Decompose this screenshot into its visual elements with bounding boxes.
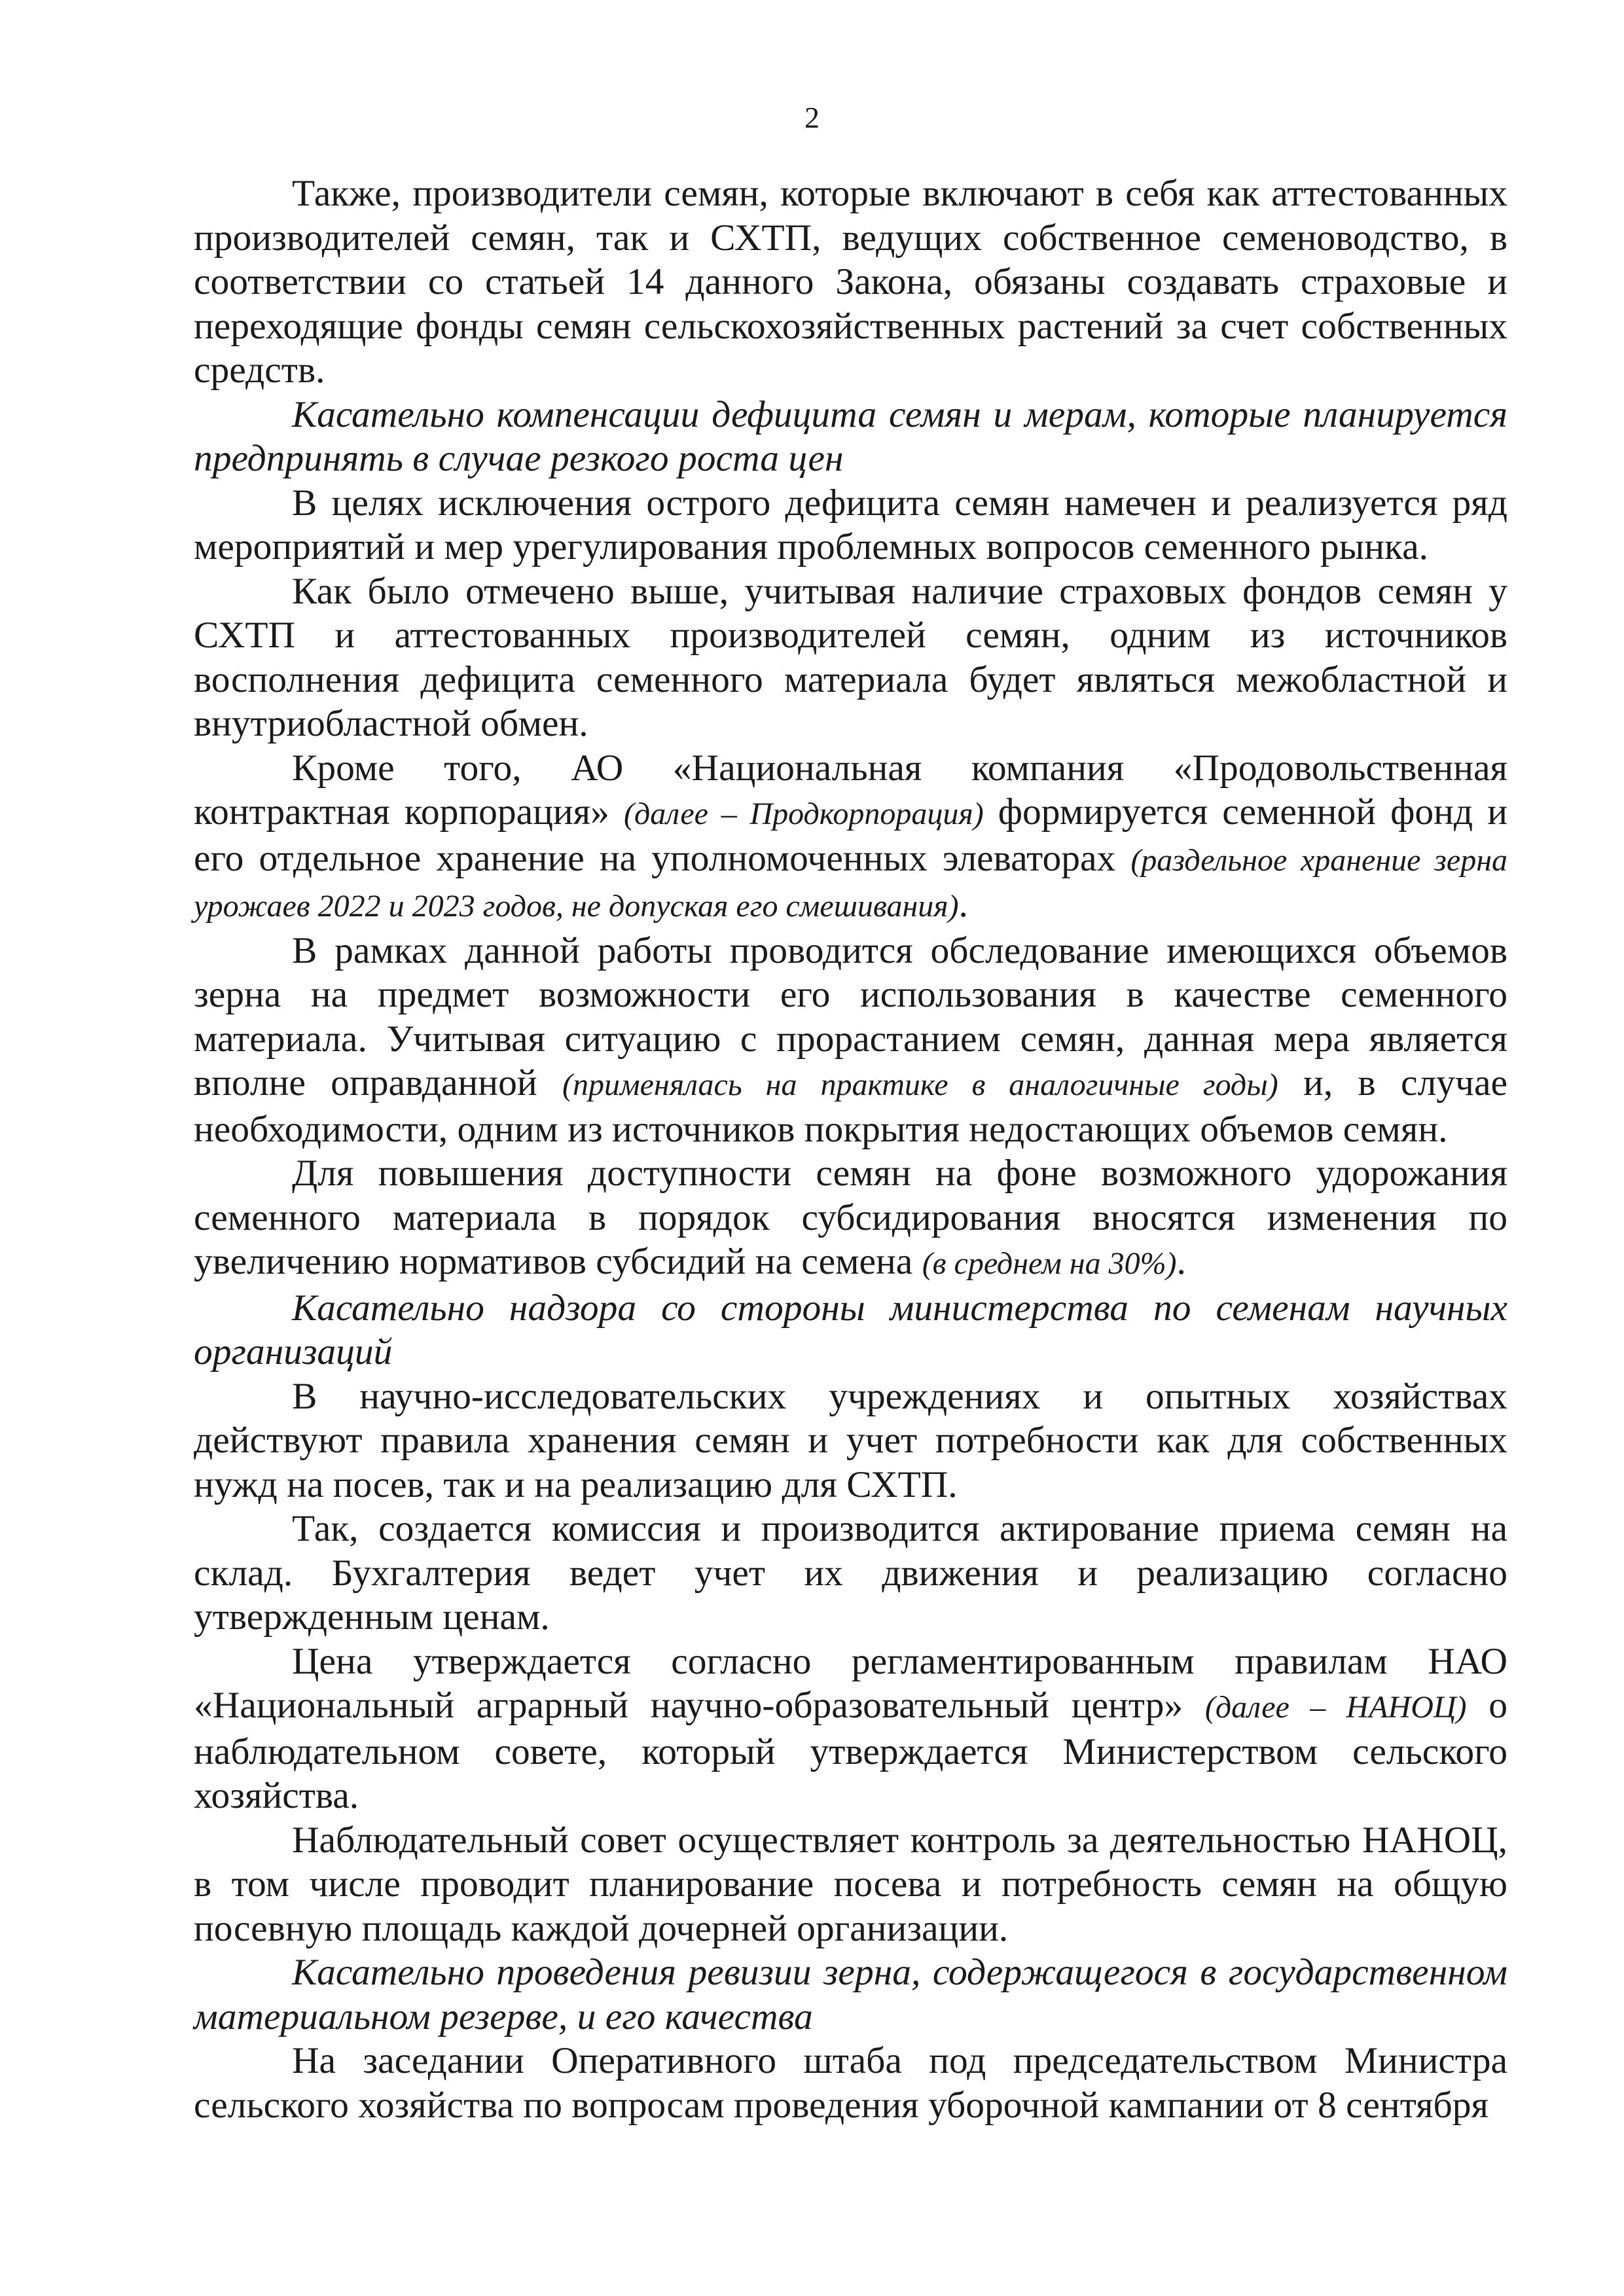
parenthetical-note: (далее – Продкорпорация) [623,797,984,831]
parenthetical-note: (в среднем на 30%) [922,1246,1177,1281]
text-segment: В рамках данной работы проводится обследование имеющихся объемов зерна на предмет возможности его использования в качестве семенного материала. Учитывая ситуацию с прорастанием семян, данная мера является вполне оправданной [194,929,1507,1103]
text-segment: формируется семенной фонд и его отдельное хранение на уполномоченных элеваторах [194,791,1508,879]
paragraph-prodcorporation [194,746,1507,929]
text-segment: . [958,884,968,925]
text-segment: и, в случае необходимости, одним из источников покрытия недостающих объемов семян. [194,1062,1507,1150]
text-segment: Для повышения доступности семян на фоне возможного удорожания семенного материала в порядок субсидирования вносятся изменения по увеличению нормативов субсидий на семена [194,1153,1507,1282]
paragraph-subsidies [194,1151,1507,1286]
section-heading-seed-deficit: Касательно компенсации дефицита семян и мерам, которые планируется предпринять в случае резкого роста цен [194,393,1507,479]
paragraph-grain-survey [194,929,1507,1152]
paragraph-commission: Так, создается комиссия и производится актирование приема семян на склад. Бухгалтерия ведет учет их движения и реализацию согласно утвержденным ценам. [194,1508,1507,1638]
parenthetical-note: (раздельное хранение зерна урожаев 2022 и 2023 годов, не допуская его смешивания) [194,842,1508,924]
page-number: 2 [804,101,820,134]
paragraph-deficit-measures: В целях исключения острого дефицита семян намечен и реализуется ряд мероприятий и мер урегулирования проблемных вопросов семенного рынка. [194,482,1507,567]
paragraph-operational-headquarters: На заседании Оперативного штаба под председательством Министра сельского хозяйства по вопросам проведения уборочной кампании от 8 сентября [194,2040,1507,2126]
section-heading-grain-audit: Касательно проведения ревизии зерна, содержащегося в государственном материальном резерве, и его качества [194,1952,1507,2037]
parenthetical-note: (применялась на практике в аналогичные годы) [562,1067,1278,1102]
paragraph-interregional-exchange: Как было отмечено выше, учитывая наличие страховых фондов семян у СХТП и аттестованных производителей семян, одним из источников восполнения дефицита семенного материала будет являться межобластной и внутриобластной обмен. [194,570,1507,744]
paragraph-supervisory-board: Наблюдательный совет осуществляет контроль за деятельностью НАНОЦ, в том числе проводит планирование посева и потребность семян на общую посевную площадь каждой дочерней организации. [194,1819,1507,1949]
paragraph-research-institutions: В научно-исследовательских учреждениях и опытных хозяйствах действуют правила хранения семян и учет потребности как для собственных нужд на посев, так и на реализацию для СХТП. [194,1375,1507,1505]
text-segment: . [1176,1241,1186,1282]
text-segment: о наблюдательном совете, который утверждается Министерством сельского хозяйства. [194,1685,1508,1816]
parenthetical-note: (далее – НАНОЦ) [1204,1690,1467,1725]
paragraph-insurance-funds: Также, производители семян, которые включают в себя как аттестованных производителей семян, так и СХТП, ведущих собственное семеноводство, в соответствии со статьей 14 данного Закона, обязаны создавать страховые и переходящие фонды семян сельскохозяйственных растений за счет собственных средств. [194,173,1507,391]
document-body [194,171,1507,2127]
paragraph-price-approval [194,1640,1507,1818]
text-segment: Кроме того, АО «Национальная компания «Продовольственная контрактная корпорация» [194,747,1507,833]
text-segment: Цена утверждается согласно регламентированным правилам НАО «Национальный аграрный научно-образовательный центр» [194,1640,1507,1726]
section-heading-ministry-oversight: Касательно надзора со стороны министерства по семенам научных организаций [194,1287,1507,1372]
